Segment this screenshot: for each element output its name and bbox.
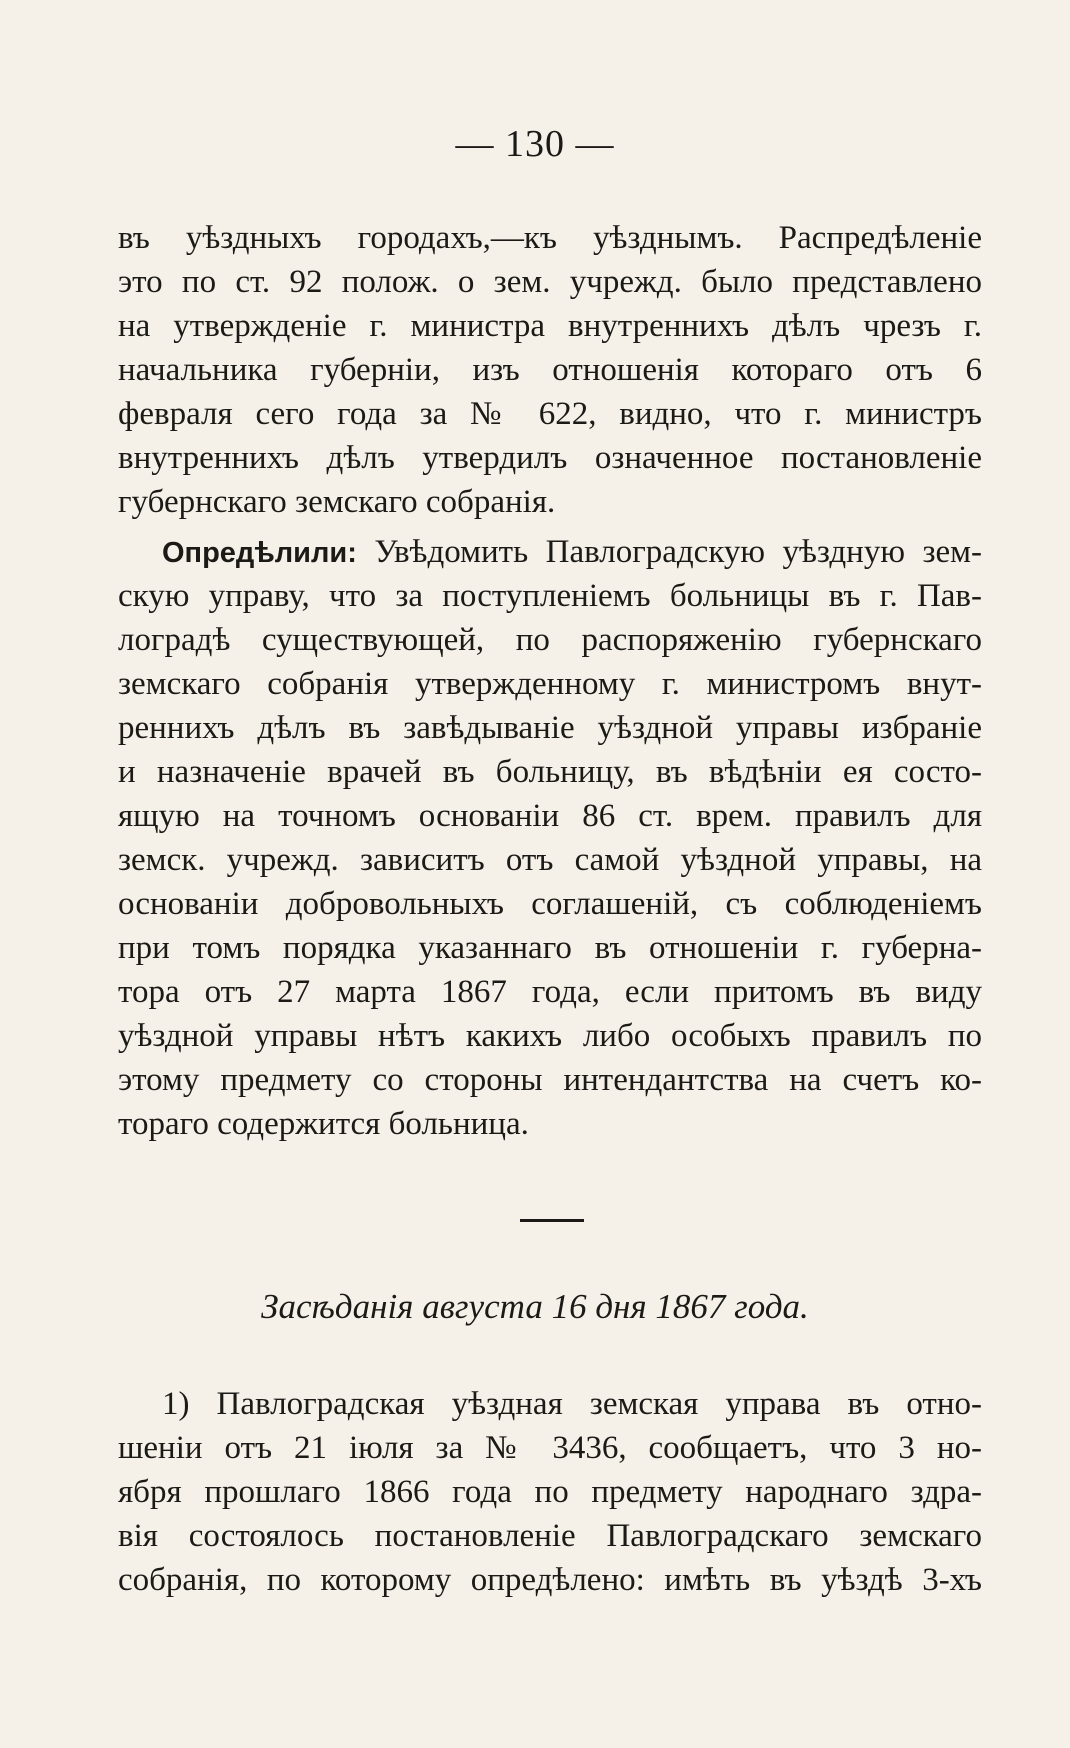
text-line: на утвержденіе г. министра внутреннихъ дѣлъ чрезъ г. [118,308,982,344]
text-line: тораго содержится больница. [118,1106,529,1142]
text-line: въ уѣздныхъ городахъ,—къ уѣзднымъ. Распредѣленіе [118,220,982,256]
text-line: при томъ порядка указаннаго въ отношеніи г. губерна- [118,930,982,966]
text-line: это по ст. 92 полож. о зем. учрежд. было представлено [118,264,982,300]
text-line: и назначеніе врачей въ больницу, въ вѣдѣніи ея состо- [118,754,982,790]
text-line: лоградѣ существующей, по распоряженію губернскаго [118,622,982,658]
text-line: внутреннихъ дѣлъ утвердилъ означенное постановленіе [118,440,982,476]
paragraph-distribution [118,216,982,524]
text-line: тора отъ 27 марта 1867 года, если притомъ въ виду [118,974,982,1010]
text-line: скую управу, что за поступленіемъ больницы въ г. Пав- [118,578,982,614]
text-line: начальника губерніи, изъ отношенія котораго отъ 6 [118,352,982,388]
text-line: ября прошлаго 1866 года по предмету народнаго здра- [118,1474,982,1510]
page-number: — 130 — [455,123,615,165]
text-line: основаніи добровольныхъ соглашеній, съ соблюденіемъ [118,886,982,922]
paragraph-resolution [118,530,982,1146]
resolution-lead: Опредѣлили: [162,537,357,569]
resolution-first-line [118,530,982,574]
text-line: этому предмету со стороны интендантства на счетъ ко- [118,1062,982,1098]
text-line: губернскаго земскаго собранія. [118,484,556,520]
section-heading: Засѣданія августа 16 дня 1867 года. [261,1287,809,1326]
text-line: шеніи отъ 21 іюля за № 3436, сообщаетъ, что 3 но- [118,1430,982,1466]
text-line: февраля сего года за № 622, видно, что г. министръ [118,396,982,432]
text-line: собранія, по которому опредѣлено: имѣть въ уѣздѣ 3-хъ [118,1562,982,1598]
text-line: ящую на точномъ основаніи 86 ст. врем. правилъ для [118,798,982,834]
text-line: земскаго собранія утвержденному г. министромъ внут- [118,666,982,702]
section-divider [520,1219,584,1222]
paragraph-item-1 [118,1382,982,1602]
resolution-first-line-text: Увѣдомить Павлоградскую уѣздную зем- [374,534,982,570]
text-line: земск. учрежд. зависитъ отъ самой уѣздной управы, на [118,842,982,878]
text-line: 1) Павлоградская уѣздная земская управа въ отно- [162,1386,982,1422]
text-line: уѣздной управы нѣтъ какихъ либо особыхъ правилъ по [118,1018,982,1054]
text-line: реннихъ дѣлъ въ завѣдываніе уѣздной управы избраніе [118,710,982,746]
text-line: вія состоялось постановленіе Павлоградскаго земскаго [118,1518,982,1554]
